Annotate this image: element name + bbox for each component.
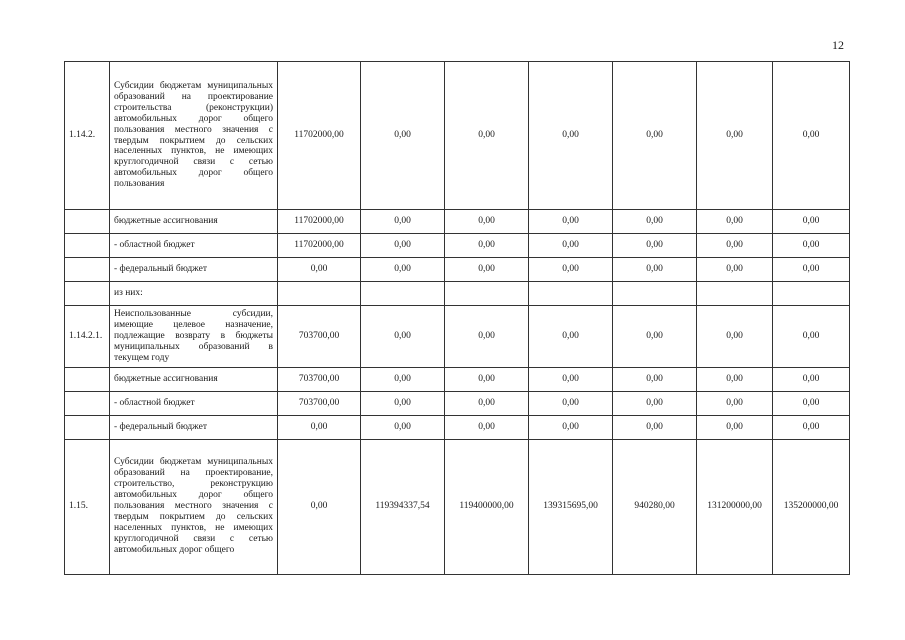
value-cell — [278, 282, 361, 306]
value-cell: 119400000,00 — [445, 439, 529, 574]
row-description: - федеральный бюджет — [110, 258, 278, 282]
value-cell: 0,00 — [773, 62, 850, 210]
value-cell — [773, 282, 850, 306]
value-cell: 0,00 — [613, 306, 697, 368]
value-cell: 0,00 — [278, 258, 361, 282]
value-cell: 0,00 — [773, 234, 850, 258]
value-cell: 0,00 — [529, 391, 613, 415]
value-cell: 139315695,00 — [529, 439, 613, 574]
row-code: 1.15. — [65, 439, 110, 574]
value-cell: 0,00 — [773, 367, 850, 391]
value-cell: 0,00 — [445, 367, 529, 391]
value-cell: 11702000,00 — [278, 210, 361, 234]
value-cell: 0,00 — [613, 391, 697, 415]
row-description: - областной бюджет — [110, 391, 278, 415]
value-cell: 0,00 — [361, 391, 445, 415]
value-cell: 0,00 — [697, 415, 773, 439]
value-cell: 0,00 — [773, 258, 850, 282]
value-cell: 0,00 — [361, 367, 445, 391]
table-row — [65, 439, 850, 574]
row-description: Неиспользованные субсидии, имеющие целевое назначение, подлежащие возврату в бюджеты муниципальных образований в текущем году — [110, 306, 278, 368]
value-cell: 703700,00 — [278, 391, 361, 415]
value-cell: 0,00 — [773, 391, 850, 415]
value-cell — [613, 282, 697, 306]
value-cell: 0,00 — [445, 391, 529, 415]
value-cell: 0,00 — [445, 415, 529, 439]
row-code — [65, 367, 110, 391]
table-row — [65, 282, 850, 306]
row-code: 1.14.2.1. — [65, 306, 110, 368]
value-cell: 0,00 — [697, 210, 773, 234]
row-description: Субсидии бюджетам муниципальных образований на проектирование строительства (реконструкции) автомобильных дорог общего пользования местного значения с твердым покрытием до сельских населенных пунктов, не имеющих круглогодичной связи с сетью автомобильных дорог общего пользования — [110, 62, 278, 210]
value-cell: 0,00 — [445, 258, 529, 282]
value-cell: 0,00 — [773, 210, 850, 234]
value-cell: 0,00 — [697, 258, 773, 282]
page-number: 12 — [832, 38, 844, 52]
value-cell: 0,00 — [529, 210, 613, 234]
row-description: бюджетные ассигнования — [110, 210, 278, 234]
table-row — [65, 210, 850, 234]
row-description: из них: — [110, 282, 278, 306]
value-cell: 0,00 — [529, 306, 613, 368]
value-cell: 0,00 — [529, 62, 613, 210]
value-cell — [529, 282, 613, 306]
value-cell: 703700,00 — [278, 306, 361, 368]
value-cell: 0,00 — [278, 415, 361, 439]
value-cell — [445, 282, 529, 306]
budget-table-body — [65, 62, 850, 575]
row-description: - федеральный бюджет — [110, 415, 278, 439]
value-cell — [361, 282, 445, 306]
table-row — [65, 367, 850, 391]
value-cell: 0,00 — [613, 210, 697, 234]
value-cell: 0,00 — [613, 234, 697, 258]
value-cell — [697, 282, 773, 306]
table-row — [65, 258, 850, 282]
value-cell: 0,00 — [529, 415, 613, 439]
value-cell: 0,00 — [361, 234, 445, 258]
value-cell: 131200000,00 — [697, 439, 773, 574]
value-cell: 0,00 — [361, 415, 445, 439]
value-cell: 0,00 — [361, 62, 445, 210]
value-cell: 0,00 — [697, 234, 773, 258]
value-cell: 0,00 — [361, 306, 445, 368]
value-cell: 0,00 — [697, 62, 773, 210]
row-code — [65, 210, 110, 234]
value-cell: 119394337,54 — [361, 439, 445, 574]
row-description: бюджетные ассигнования — [110, 367, 278, 391]
value-cell: 135200000,00 — [773, 439, 850, 574]
value-cell: 0,00 — [773, 306, 850, 368]
budget-table — [64, 61, 850, 575]
value-cell: 703700,00 — [278, 367, 361, 391]
value-cell: 0,00 — [773, 415, 850, 439]
value-cell: 0,00 — [529, 258, 613, 282]
table-row — [65, 62, 850, 210]
value-cell: 0,00 — [613, 62, 697, 210]
value-cell: 0,00 — [445, 306, 529, 368]
table-row — [65, 415, 850, 439]
value-cell: 0,00 — [697, 306, 773, 368]
value-cell: 0,00 — [445, 62, 529, 210]
row-description: Субсидии бюджетам муниципальных образований на проектирование, строительство, реконструкцию автомобильных дорог общего пользования местного значения с твердым покрытием до сельских населенных пунктов, не имеющих круглогодичной связи с сетью автомобильных дорог общего — [110, 439, 278, 574]
row-code — [65, 258, 110, 282]
row-code — [65, 282, 110, 306]
table-row — [65, 391, 850, 415]
value-cell: 0,00 — [278, 439, 361, 574]
value-cell: 0,00 — [361, 258, 445, 282]
value-cell: 0,00 — [529, 234, 613, 258]
row-code — [65, 415, 110, 439]
row-code: 1.14.2. — [65, 62, 110, 210]
table-row — [65, 306, 850, 368]
value-cell: 0,00 — [613, 367, 697, 391]
value-cell: 940280,00 — [613, 439, 697, 574]
value-cell: 0,00 — [613, 415, 697, 439]
value-cell: 0,00 — [697, 367, 773, 391]
value-cell: 0,00 — [445, 210, 529, 234]
value-cell: 0,00 — [361, 210, 445, 234]
value-cell: 11702000,00 — [278, 234, 361, 258]
row-description: - областной бюджет — [110, 234, 278, 258]
value-cell: 11702000,00 — [278, 62, 361, 210]
row-code — [65, 234, 110, 258]
value-cell: 0,00 — [697, 391, 773, 415]
value-cell: 0,00 — [445, 234, 529, 258]
table-row — [65, 234, 850, 258]
value-cell: 0,00 — [529, 367, 613, 391]
row-code — [65, 391, 110, 415]
value-cell: 0,00 — [613, 258, 697, 282]
